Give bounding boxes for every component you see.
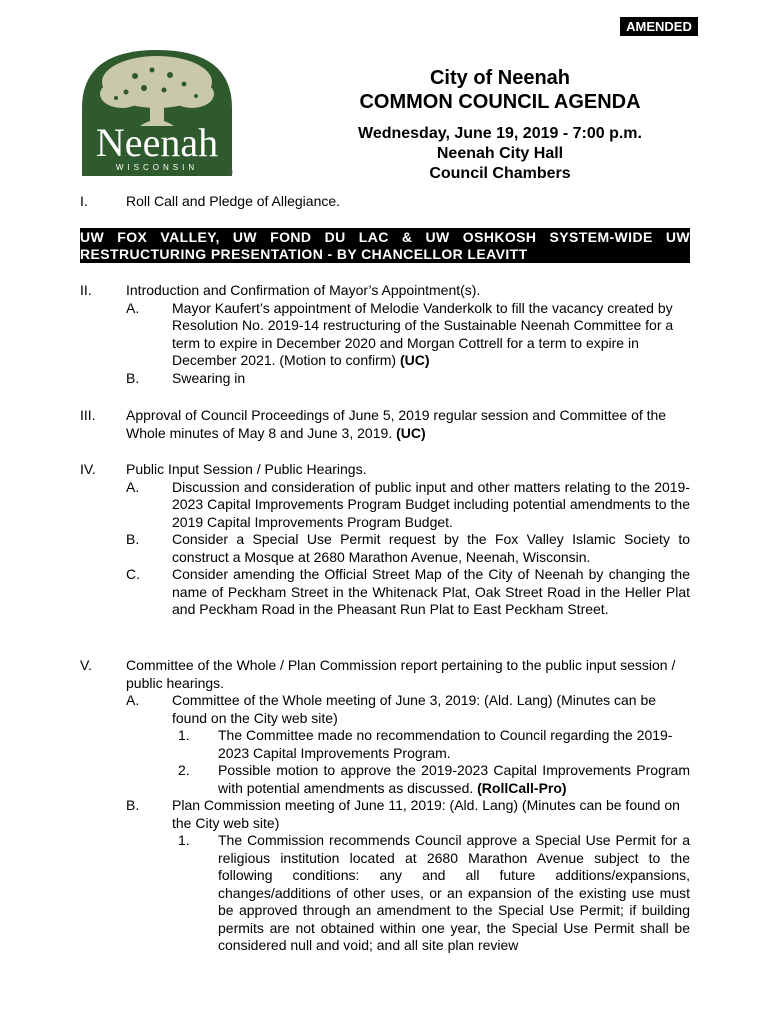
item-number: IV. [80,461,96,477]
sub-item-b: B. Swearing in [126,369,246,386]
sub-item-text: Consider amending the Official Street Map of the City of Neenah by changing the name of Peckham Street in the Whitenack Plat, Oak Street Road in the Heller Plat and Peckham Road in the Pheasant Run Plat to East Peckham Street. [172,566,690,617]
item-text: Introduction and Confirmation of Mayor’s Appointment(s). [126,282,481,298]
sub-item-b: B. Consider a Special Use Permit request by the Fox Valley Islamic Society to construct a Mosque at 2680 Marathon Avenue, Neenah, Wisconsin. [126,531,690,565]
item-number: I. [80,193,88,209]
sub-item-text: Mayor Kaufert’s appointment of Melodie Vanderkolk to fill the vacancy created by Resolution No. 2019-14 restructuring of the Sustainable Neenah Committee for a term to expire in December 2020 and Morgan Cottrell for a term to expire in December 2021. (Motion to confirm) [172,299,674,368]
sub-sub-item-text: Possible motion to approve the 2019-2023 Capital Improvements Program with potential amendments as discussed. [218,762,690,796]
amended-stamp: AMENDED [620,17,698,36]
sub-item-text: Swearing in [172,369,246,386]
sub-item-c: C. Consider amending the Official Street Map of the City of Neenah by changing the name of Peckham Street in the Whitenack Plat, Oak Street Road in the Heller Plat and Peckham Road in the Pheasant Run Plat to East Peckham Street. [126,566,690,617]
logo-state: WISCONSIN [115,163,199,172]
city-title: City of Neenah [429,67,571,89]
item-text: Public Input Session / Public Hearings. [126,461,367,477]
item-text: Committee of the Whole / Plan Commission report pertaining to the public input session / public hearings. [126,657,676,691]
meeting-room: Council Chambers [429,165,571,182]
item-tag: (UC) [396,424,426,441]
item-number: III. [80,407,96,423]
sub-sub-item-a2: 2. Possible motion to approve the 2019-2023 Capital Improvements Program with potential amendments as discussed. (RollCall-Pro) [178,762,690,796]
item-number: II. [80,282,92,298]
presentation-banner [80,228,690,263]
sub-item-text: Committee of the Whole meeting of June 3, 2019: (Ald. Lang) (Minutes can be found on the City web site) [172,692,657,726]
sub-item-a: A. Discussion and consideration of public input and other matters relating to the 2019-2023 Capital Improvements Program Budget including potential amendments to the 2019 Capital Improvements Program Budget. [126,478,690,530]
sub-sub-item-b1: 1. The Commission recommends Council approve a Special Use Permit for a religious institution located at 2680 Marathon Avenue subject to the following conditions: any and all future additions/expansions, changes/additions of other uses, or an expansion of the existing use must be approved through an amendment to the Special Use Permit; if building permits are not obtained within one year, the Special Use Permit shall be considered null and void; and all site plan review [178,832,690,953]
logo-wordmark: Neenah [95,120,219,165]
title-block [330,66,670,184]
sub-item-text: Consider a Special Use Permit request by the Fox Valley Islamic Society to construct a Mosque at 2680 Marathon Avenue, Neenah, Wisconsin. [172,531,690,565]
sub-item-a: A. Committee of the Whole meeting of June 3, 2019: (Ald. Lang) (Minutes can be found on the City web site) 1. The Committee made no recommendation to Council regarding the 2019-2023 Capital Improvements Program. 2. Possible motion to approve the 2019-2023 Capital Improvements Program with potential amendments as discussed. (RollCall-Pro) [126,692,690,796]
registered-mark: ® [228,170,234,177]
sub-item-b: B. Plan Commission meeting of June 11, 2019: (Ald. Lang) (Minutes can be found on the City web site) 1. The Commission recommends Council approve a Special Use Permit for a religious institution located at 2680 Marathon Avenue subject to the following conditions: any and all future additions/expansions, changes/additions of other uses, or an expansion of the existing use must be approved through an amendment to the Special Use Permit; if building permits are not obtained within one year, the Special Use Permit shall be considered null and void; and all site plan review [126,797,690,953]
item-number: V. [80,657,92,673]
sub-sub-item-text: The Committee made no recommendation to Council regarding the 2019-2023 Capital Improvements Program. [218,727,673,761]
banner-line-1: UW FOX VALLEY, UW FOND DU LAC & UW OSHKOSH SYSTEM-WIDE UW [80,229,690,245]
neenah-tree-logo-icon [80,48,234,178]
neenah-logo [80,48,234,178]
meeting-location: Neenah City Hall [436,145,564,162]
sub-item-text: Discussion and consideration of public input and other matters relating to the 2019-2023 Capital Improvements Program Budget including potential amendments to the 2019 Capital Improvements Program Budget. [172,478,690,530]
sub-item-tag: (UC) [399,352,430,368]
sub-sub-item-tag: (RollCall-Pro) [477,779,567,796]
item-text: Approval of Council Proceedings of June 5, 2019 regular session and Committee of the Whole minutes of May 8 and June 3, 2019. [126,407,667,441]
sub-sub-item-text: The Commission recommends Council approve a Special Use Permit for a religious institution located at 2680 Marathon Avenue subject to the following conditions: any and all future additions/expansions, changes/additions of other uses, or an expansion of the existing use must be approved through an amendment to the Special Use Permit; if building permits are not obtained within one year, the Special Use Permit shall be considered null and void; and all site plan review [218,832,690,953]
banner-line-2: RESTRUCTURING PRESENTATION - BY CHANCELLOR LEAVITT [80,246,528,262]
agenda-title: COMMON COUNCIL AGENDA [359,91,641,113]
sub-item-text: Plan Commission meeting of June 11, 2019: (Ald. Lang) (Minutes can be found on the City web site) [172,797,680,831]
sub-item-a: A. Mayor Kaufert’s appointment of Melodie Vanderkolk to fill the vacancy created by Resolution No. 2019-14 restructuring of the Sustainable Neenah Committee for a term to expire in December 2020 and Morgan Cottrell for a term to expire in December 2021. (Motion to confirm) (UC) [126,299,674,368]
sub-sub-item-a1: 1. The Committee made no recommendation to Council regarding the 2019-2023 Capital Improvements Program. [178,727,673,761]
meeting-date-time: Wednesday, June 19, 2019 - 7:00 p.m. [358,125,642,142]
item-text: Roll Call and Pledge of Allegiance. [126,193,341,209]
